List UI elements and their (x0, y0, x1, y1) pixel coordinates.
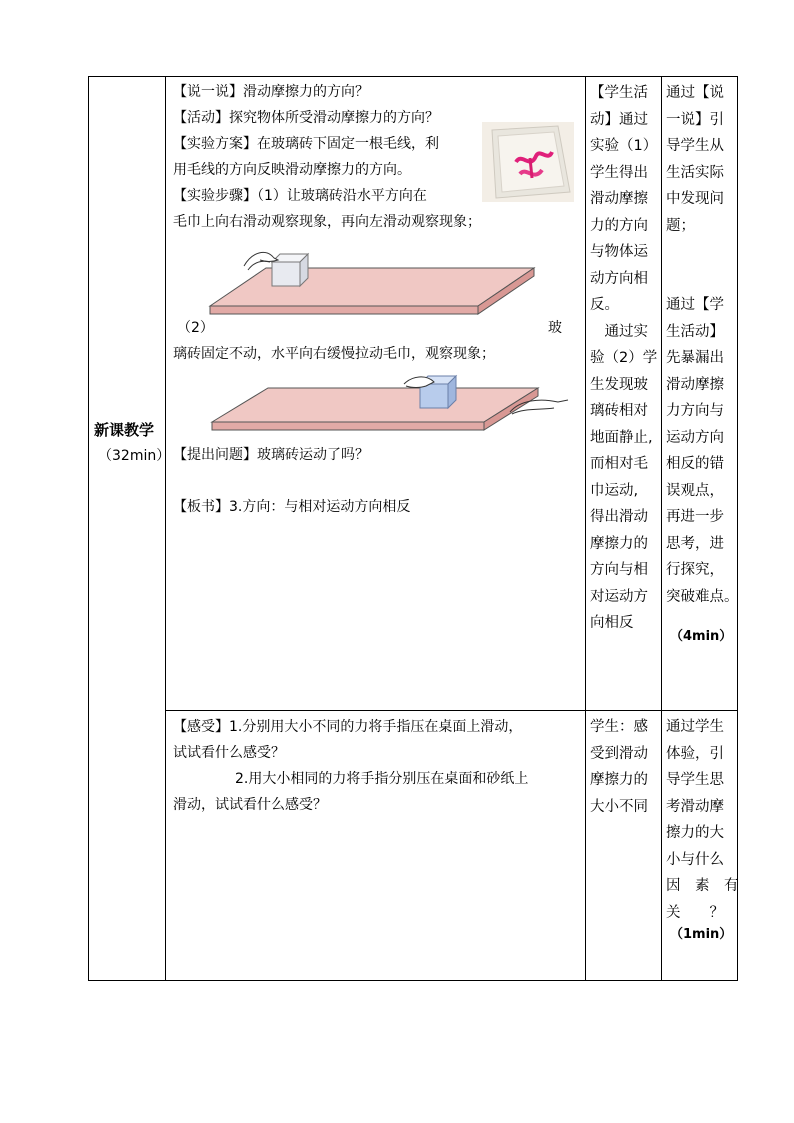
activity-line: 【活动】探究物体所受滑动摩擦力的方向？ (173, 110, 439, 126)
student-line: 生发现玻 (590, 376, 648, 393)
intent-line: 题； (666, 217, 695, 234)
student-line: 学生：感 (590, 719, 648, 735)
intent-line: 运动方向 (666, 429, 724, 446)
student-line: 滑动摩擦 (590, 191, 648, 207)
student-line: 学生得出 (590, 164, 648, 181)
intent-line (666, 266, 740, 293)
feel-line-1: 【感受】1.分别用大小不同的力将手指压在桌面上滑动， (173, 719, 523, 735)
student-line: 摩擦力的 (590, 772, 648, 788)
intent-line: 先暴漏出 (666, 350, 724, 366)
feel-line-2: 试试看什么感受？ (173, 745, 285, 761)
intent-line: 中发现问 (666, 191, 724, 207)
student-line: 【学生活 (590, 85, 648, 101)
row2-intent-time: （1min） (670, 927, 733, 942)
plan-line-2: 用毛线的方向反映滑动摩擦力的方向。 (173, 162, 411, 178)
student-line: 动】通过 (590, 111, 648, 128)
intent-line: 导学生思 (666, 772, 724, 788)
student-line: 力的方向 (590, 217, 648, 234)
prompt-discuss: 【说一说】滑动摩擦力的方向？ (173, 84, 369, 100)
intent-line: 相反的错 (666, 456, 724, 472)
row1-intent-time: （4min） (670, 629, 733, 644)
student-line: 对运动方 (590, 588, 648, 605)
intent-line: 生活实际 (666, 164, 724, 181)
intent-line: 通过【说 (666, 85, 724, 101)
student-line: 璃砖相对 (590, 403, 648, 419)
row1-student-column (590, 80, 662, 637)
steps-line-1: 【实验步骤】（1）让玻璃砖沿水平方向在 (173, 188, 427, 204)
col-divider-1 (165, 76, 166, 981)
intent-line: 生活动】 (666, 323, 724, 340)
figure-pull-towel (208, 370, 570, 440)
col-divider-2 (585, 76, 586, 981)
student-line: 而相对毛 (590, 456, 648, 472)
student-line: 方向与相 (590, 562, 648, 578)
table-bottom-border (88, 980, 738, 981)
intent-line: 一说】引 (666, 111, 724, 128)
intent-line: 通过学生 (666, 719, 724, 735)
intent-line: 行探究， (666, 562, 724, 578)
intent-line: 导学生从 (666, 138, 724, 154)
board-note: 【板书】3.方向：与相对运动方向相反 (173, 499, 411, 515)
question-line: 【提出问题】玻璃砖运动了吗？ (173, 447, 369, 463)
student-line: 与物体运 (590, 244, 648, 260)
table-left-border (88, 76, 89, 981)
plan-line-1: 【实验方案】在玻璃砖下固定一根毛线，利 (173, 136, 439, 152)
student-line: 受到滑动 (590, 745, 648, 762)
figure-slide-brick (208, 240, 538, 316)
intent-line: 小与什么 (666, 851, 724, 868)
intent-line: 力方向与 (666, 403, 724, 419)
student-line: 通过实 (590, 323, 648, 340)
intent-line: 滑动摩擦 (666, 376, 724, 393)
student-line: 验（2）学 (590, 350, 658, 366)
steps-line-2: 毛巾上向右滑动观察现象，再向左滑动观察现象； (173, 214, 481, 230)
student-line: 得出滑动 (590, 509, 648, 525)
row2-student-column (590, 714, 662, 820)
student-line: 实验（1） (590, 138, 658, 154)
intent-line: 体验，引 (666, 745, 724, 762)
steps-line-4: 璃砖固定不动，水平向右缓慢拉动毛巾，观察现象； (173, 346, 495, 362)
student-line: 大小不同 (590, 798, 648, 815)
steps-line-3-right: 玻 (548, 320, 562, 336)
student-line: 向相反 (590, 615, 634, 631)
student-line: 地面静止, (590, 429, 653, 446)
student-line: 摩擦力的 (590, 535, 648, 552)
section-time: （32min） (98, 448, 171, 464)
intent-line: 擦力的大 (666, 825, 724, 841)
row1-intent-column (666, 80, 740, 610)
row-divider (165, 710, 738, 711)
intent-line: 突破难点。 (666, 588, 739, 605)
student-line: 动方向相 (590, 270, 648, 287)
intent-line: 思考，进 (666, 535, 724, 552)
table-top-border (88, 76, 738, 77)
intent-line: 通过【学 (666, 297, 724, 313)
student-line: 巾运动, (590, 482, 639, 499)
intent-line: 考滑动摩 (666, 798, 724, 815)
intent-line: 再进一步 (666, 509, 724, 525)
steps-line-3-left: （2） (177, 320, 214, 336)
feel-line-4: 滑动，试试看什么感受？ (173, 797, 327, 813)
feel-line-3: 2.用大小相同的力将手指分别压在桌面和砂纸上 (235, 771, 529, 787)
intent-line: 关 ？ (666, 904, 724, 921)
intent-line: 误观点， (666, 482, 724, 499)
intent-line: 因 素 有 (666, 878, 739, 894)
section-title: 新课教学 (94, 421, 155, 439)
glass-brick-photo (482, 122, 574, 202)
student-line: 反。 (590, 297, 619, 313)
intent-line (666, 239, 740, 266)
row2-intent-column (666, 714, 740, 926)
